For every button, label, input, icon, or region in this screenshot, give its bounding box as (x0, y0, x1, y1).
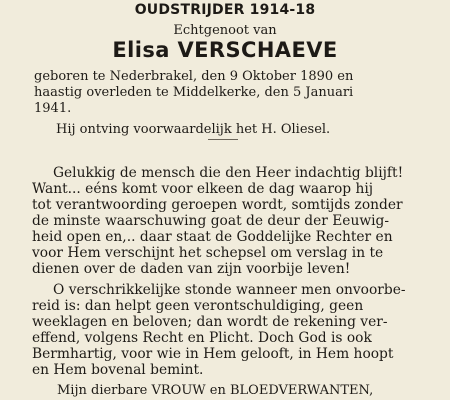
card-subtitle: Echtgenoot van (173, 23, 277, 38)
birth-line: geboren te Nederbrakel, den 9 Oktober 1890 en (34, 69, 354, 84)
paragraph1-line: tot verantwoording geroepen wordt, somtijds zonder (32, 197, 403, 213)
paragraph2-line: Bermhartig, voor wie in Hem gelooft, in Hem hoopt (32, 346, 394, 362)
year-line: 1941. (34, 101, 72, 116)
paragraph1-line: dienen over de daden van zijn voorbije leven! (32, 261, 351, 277)
card-title: OUDSTRIJDER 1914-18 (134, 2, 316, 18)
paragraph1-line: heid open en,.. daar staat de Goddelijke Rechter en (32, 229, 393, 245)
paragraph1-line: Want... eéns komt voor elkeen de dag waarop hij (32, 181, 374, 197)
paragraph1-line: voor Hem verschijnt het schepsel om verslag in te (32, 245, 384, 261)
closing-line: Mijn dierbare VROUW en BLOEDVERWANTEN, (57, 383, 374, 398)
paragraph2-line: O verschrikkelijke stonde wanneer men onvoorbe- (53, 282, 406, 298)
paragraph2-line: effend, volgens Recht en Plicht. Doch God is ook (32, 330, 372, 346)
deceased-spouse-name: Elisa VERSCHAEVE (112, 38, 338, 62)
paragraph2-line: en Hem bovenal bemint. (32, 362, 204, 378)
paragraph1-line: de minste waarschuwing goat de deur der Eeuwig- (32, 213, 390, 229)
death-line: haastig overleden te Middelkerke, den 5 Januari (34, 85, 354, 100)
divider-line (208, 139, 238, 140)
paragraph1-line: Gelukkig de mensch die den Heer indachtig blijft! (53, 165, 404, 181)
paragraph2-line: reid is: dan helpt geen verontschuldiging, geen (32, 298, 364, 314)
paragraph2-line: weeklagen en beloven; dan wordt de rekening ver- (32, 314, 388, 330)
sacrament-line: Hij ontving voorwaardelijk het H. Oliesel. (56, 122, 331, 137)
